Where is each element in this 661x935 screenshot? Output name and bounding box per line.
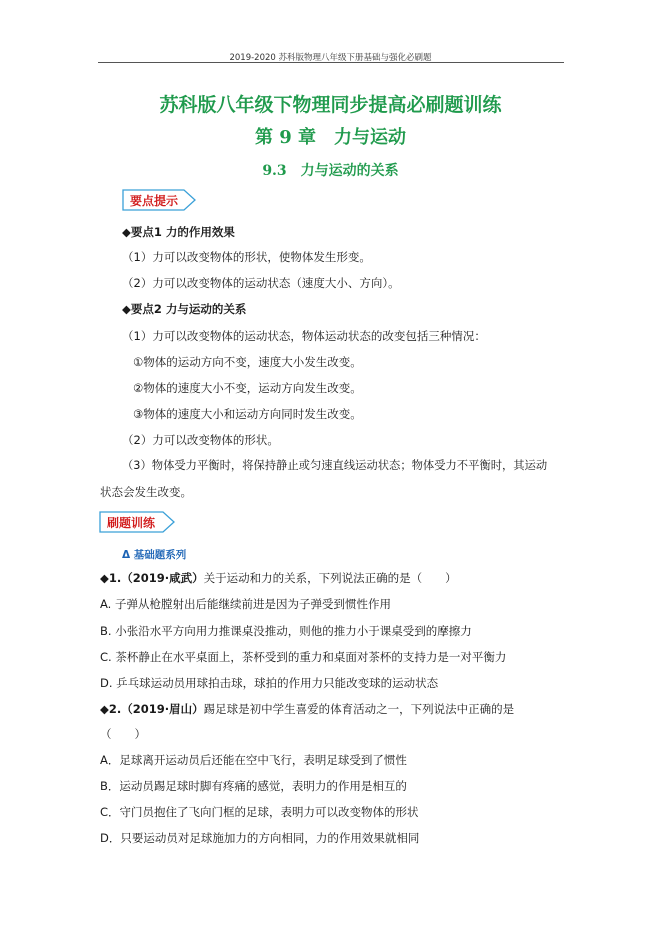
point1-line1: （1）力可以改变物体的形状，使物体发生形变。	[122, 250, 371, 264]
point2-case2: ②物体的速度大小不变，运动方向发生改变。	[133, 381, 362, 395]
tips-tag-label: 要点提示	[130, 194, 179, 208]
point2-case3: ③物体的速度大小和运动方向同时发生改变。	[133, 407, 362, 421]
tips-tag	[122, 189, 197, 211]
header-rule	[98, 62, 564, 63]
point2-line3-cont: 状态会发生改变。	[100, 485, 192, 499]
point2-line1: （1）力可以改变物体的运动状态，物体运动状态的改变包括三种情况：	[122, 329, 486, 343]
q2-bracket: （ ）	[100, 727, 146, 741]
question-1-label: ◆1.（2019·咸武）	[100, 571, 204, 585]
practice-tag-label: 刷题训练	[107, 516, 156, 530]
q1-option-a: A. 子弹从枪膛射出后能继续前进是因为子弹受到惯性作用	[100, 597, 391, 611]
point2-heading: ◆要点2 力与运动的关系	[122, 302, 247, 316]
q1-option-b: B. 小张沿水平方向用力推课桌没推动，则他的推力小于课桌受到的摩擦力	[100, 624, 472, 638]
section-title: 9.3 力与运动的关系	[262, 163, 399, 179]
q2-option-d: D．只要运动员对足球施加力的方向相同，力的作用效果就相同	[100, 831, 420, 845]
page-header: 2019-2020 苏科版物理八年级下册基础与强化必刷题	[229, 53, 432, 63]
q2-option-a: A．足球离开运动员后还能在空中飞行，表明足球受到了惯性	[100, 753, 407, 767]
question-2-label: ◆2.（2019·眉山）	[100, 702, 204, 716]
question-1-stem: 关于运动和力的关系，下列说法正确的是（ ）	[203, 571, 457, 585]
q2-option-c: C．守门员抱住了飞向门框的足球，表明力可以改变物体的形状	[100, 805, 419, 819]
question-2-stem: 踢足球是初中学生喜爱的体育活动之一，下列说法中正确的是	[203, 702, 515, 716]
series-label: Δ 基础题系列	[122, 549, 187, 561]
q1-option-c: C. 茶杯静止在水平桌面上，茶杯受到的重力和桌面对茶杯的支持力是一对平衡力	[100, 650, 507, 664]
point2-line3: （3）物体受力平衡时，将保持静止或匀速直线运动状态；物体受力不平衡时，其运动	[122, 459, 548, 472]
chapter-title: 第 9 章 力与运动	[254, 127, 407, 148]
point2-case1: ①物体的运动方向不变，速度大小发生改变。	[133, 355, 362, 369]
practice-tag	[99, 511, 176, 533]
question-2	[100, 702, 514, 716]
main-title: 苏科版八年级下物理同步提高必刷题训练	[159, 94, 502, 116]
q1-option-d: D. 乒乓球运动员用球拍击球，球拍的作用力只能改变球的运动状态	[100, 676, 439, 690]
point2-line2: （2）力可以改变物体的形状。	[122, 433, 279, 447]
question-1	[100, 571, 457, 585]
point1-heading: ◆要点1 力的作用效果	[122, 225, 235, 239]
point1-line2: （2）力可以改变物体的运动状态（速度大小、方向）。	[122, 276, 400, 290]
q2-option-b: B．运动员踢足球时脚有疼痛的感觉，表明力的作用是相互的	[100, 779, 407, 793]
